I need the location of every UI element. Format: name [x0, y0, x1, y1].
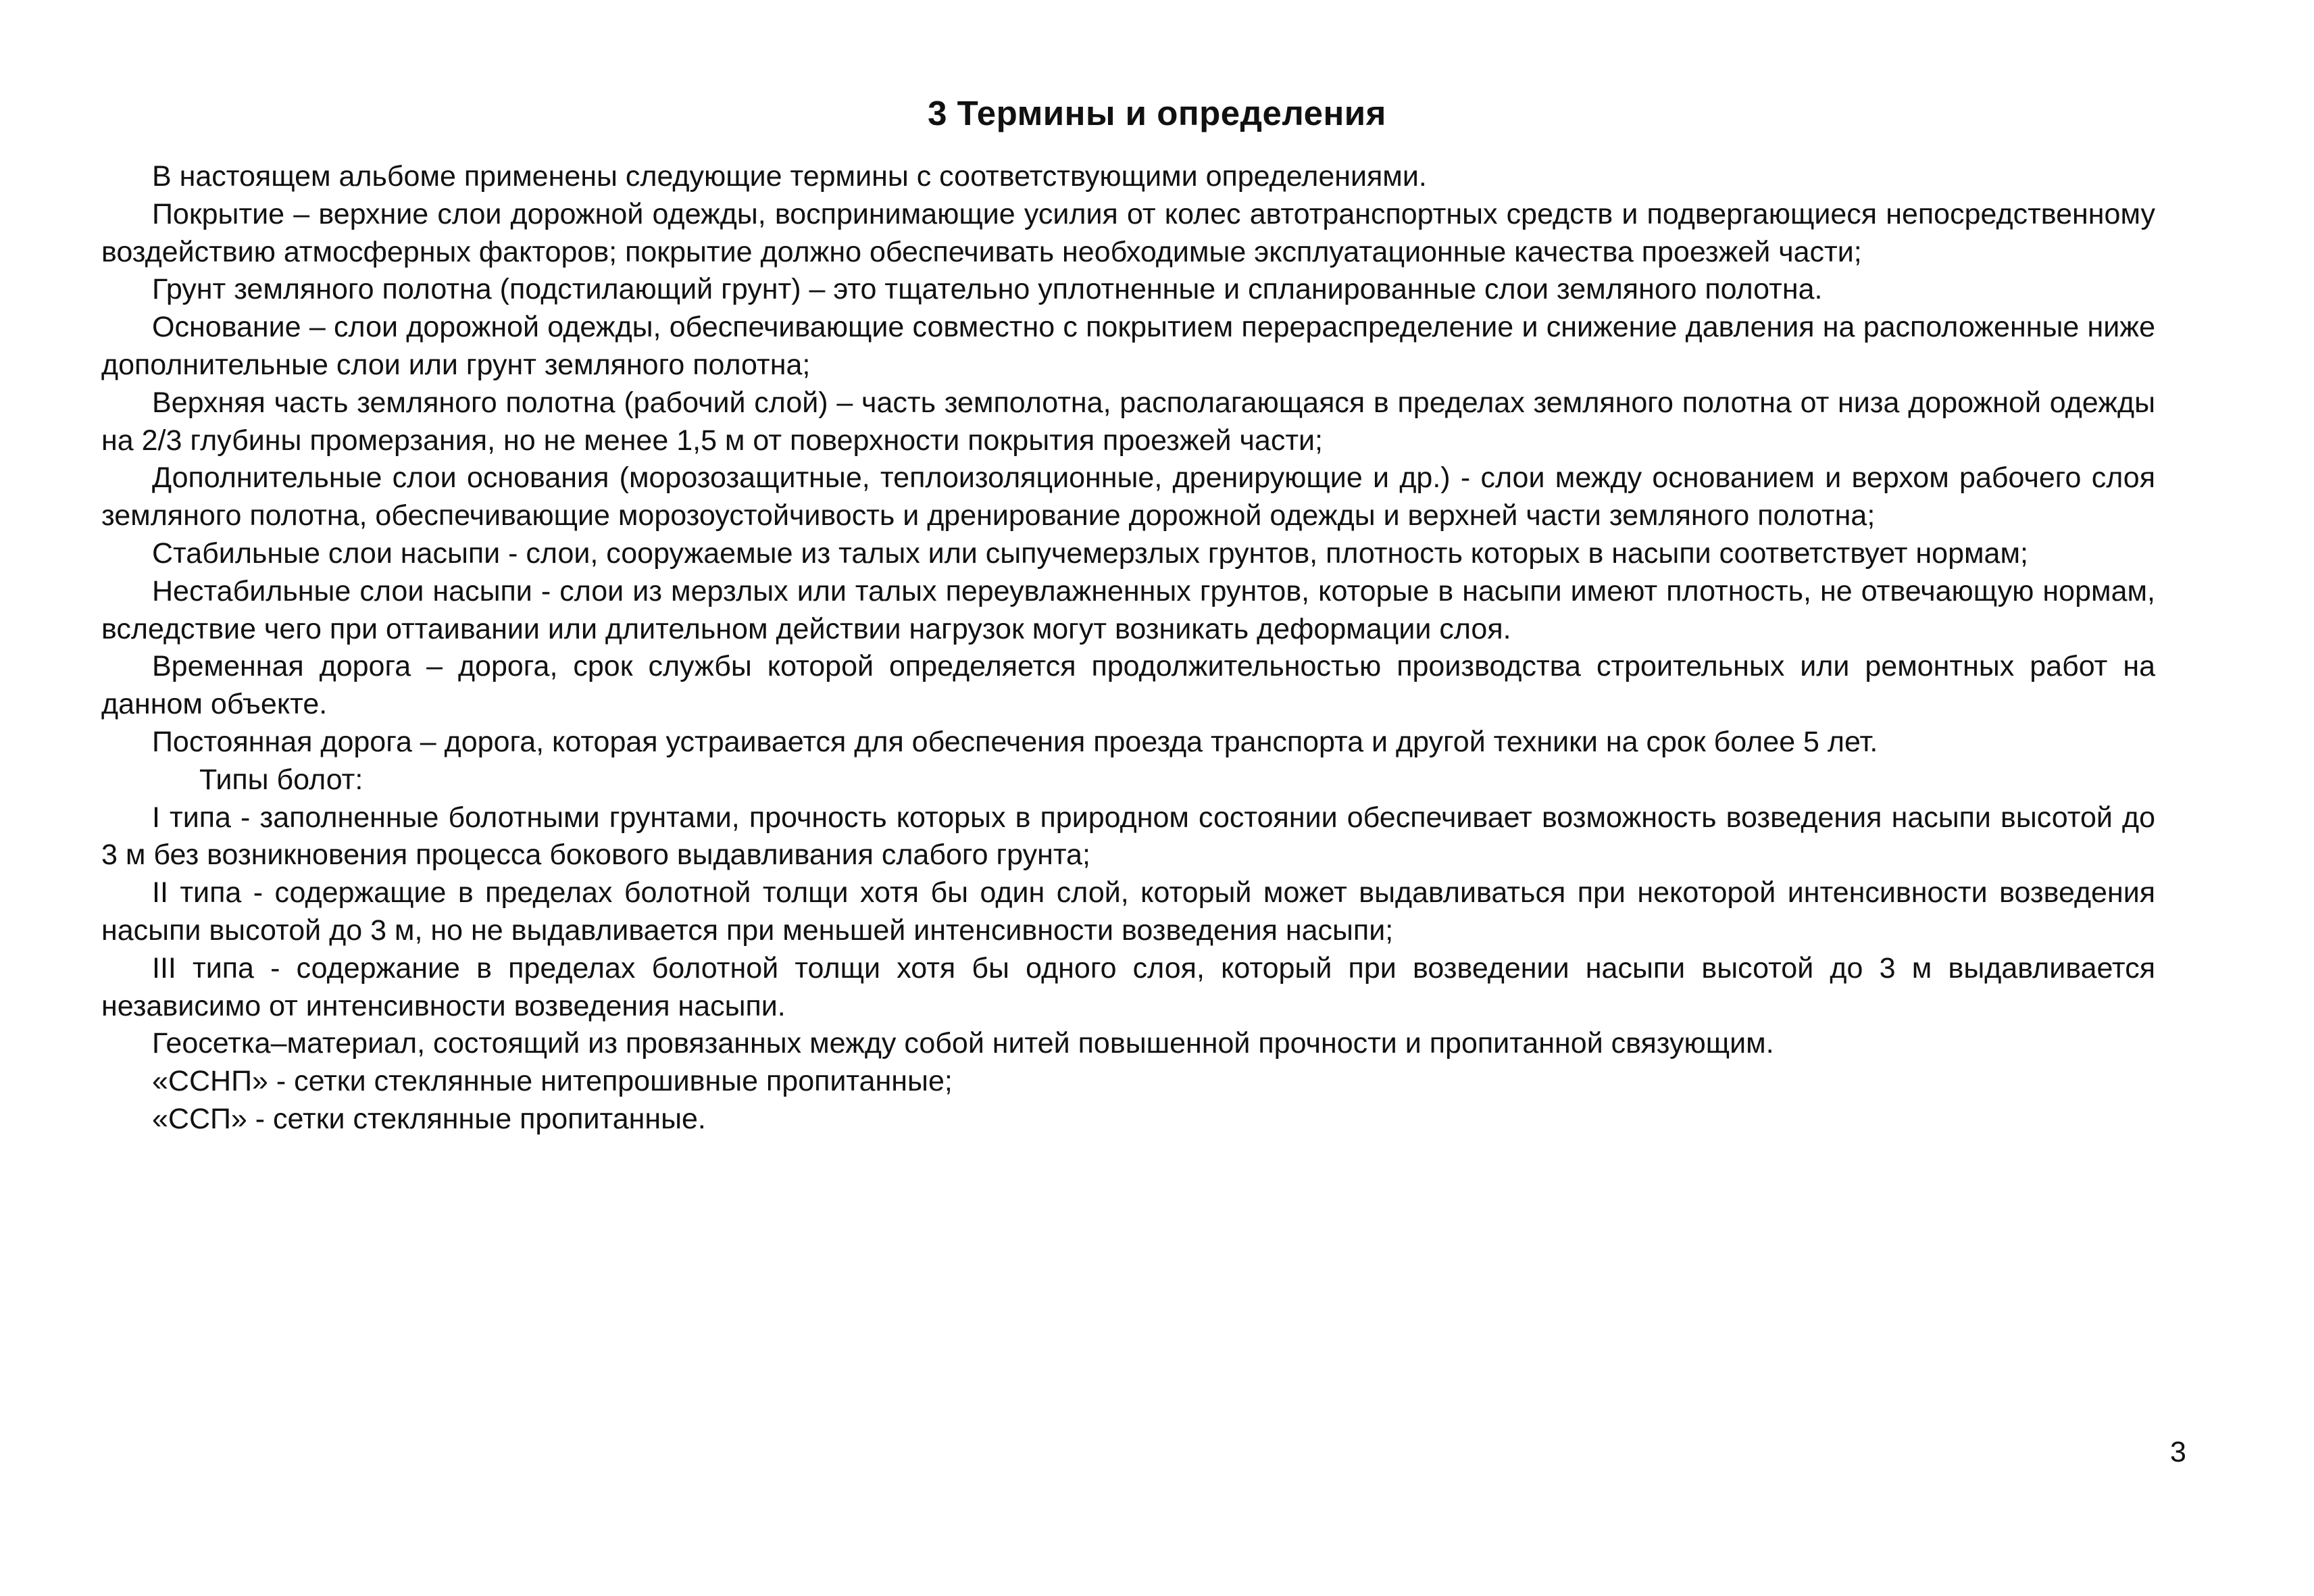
term-geosetka: Геосетка–материал, состоящий из провязанных между собой нитей повышенной прочности и пропитанной связующим. [152, 1027, 1774, 1060]
swamp-type-2: II типа - содержащие в пределах болотной толщи хотя бы один слой, который может выдавливаться при некоторой интенсивности возведения насыпи высотой до 3 м, но не выдавливается при меньшей интенсивности возведения насыпи; [101, 876, 2155, 947]
term-verkhnyaya-chast: Верхняя часть земляного полотна (рабочий слой) – часть земполотна, располагающаяся в пределах земляного полотна от низа дорожной одежды на 2/3 глубины промерзания, но не менее 1,5 м от поверхности покрытия проезжей части; [101, 386, 2155, 457]
swamp-types-heading: Типы болот: [199, 763, 363, 796]
term-ssp: «ССП» - сетки стеклянные пропитанные. [152, 1102, 706, 1135]
swamp-type-1: I типа - заполненные болотными грунтами, прочность которых в природном состоянии обеспечивает возможность возведения насыпи высотой до 3 м без возникновения процесса бокового выдавливания слабого грунта; [101, 801, 2155, 872]
intro-paragraph: В настоящем альбоме применены следующие термины с соответствующими определениями. [152, 160, 1427, 193]
term-grunt-zemlyanogo-polotna: Грунт земляного полотна (подстилающий грунт) – это тщательно уплотненные и спланированные слои земляного полотна. [152, 273, 1823, 306]
term-vremennaya-doroga: Временная дорога – дорога, срок службы которой определяется продолжительностью производства строительных или ремонтных работ на данном объекте. [101, 650, 2155, 721]
swamp-type-3: III типа - содержание в пределах болотной толщи хотя бы одного слоя, который при возведении насыпи высотой до 3 м выдавливается независимо от интенсивности возведения насыпи. [101, 951, 2155, 1022]
term-postoyannaya-doroga: Постоянная дорога – дорога, которая устраивается для обеспечения проезда транспорта и другой техники на срок более 5 лет. [152, 725, 1878, 758]
term-ssnp: «ССНП» - сетки стеклянные нитепрошивные пропитанные; [152, 1065, 953, 1098]
term-nestabilnye-sloi: Нестабильные слои насыпи - слои из мерзлых или талых переувлажненных грунтов, которые в насыпи имеют плотность, не отвечающую нормам, вследствие чего при оттаивании или длительном действии нагрузок могут возникать деформации слоя. [101, 574, 2155, 645]
term-stabilnye-sloi: Стабильные слои насыпи - слои, сооружаемые из талых или сыпучемерзлых грунтов, плотность которых в насыпи соответствует нормам; [152, 537, 2028, 570]
page-number: 3 [2170, 1436, 2186, 1468]
section-heading: 3 Термины и определения [928, 94, 1386, 132]
term-osnovanie: Основание – слои дорожной одежды, обеспечивающие совместно с покрытием перераспределение и снижение давления на расположенные ниже дополнительные слои или грунт земляного полотна; [101, 311, 2155, 381]
term-dopolnitelnye-sloi: Дополнительные слои основания (морозозащитные, теплоизоляционные, дренирующие и др.) - слои между основанием и верхом рабочего слоя земляного полотна, обеспечивающие морозоустойчивость и дренирование дорожной одежды и верхней части земляного полотна; [101, 462, 2155, 532]
term-pokrytie: Покрытие – верхние слои дорожной одежды, воспринимающие усилия от колес автотранспортных средств и подвергающиеся непосредственному воздействию атмосферных факторов; покрытие должно обеспечивать необходимые эксплуатационные качества проезжей части; [101, 197, 2155, 268]
terms-body [101, 158, 2155, 1139]
